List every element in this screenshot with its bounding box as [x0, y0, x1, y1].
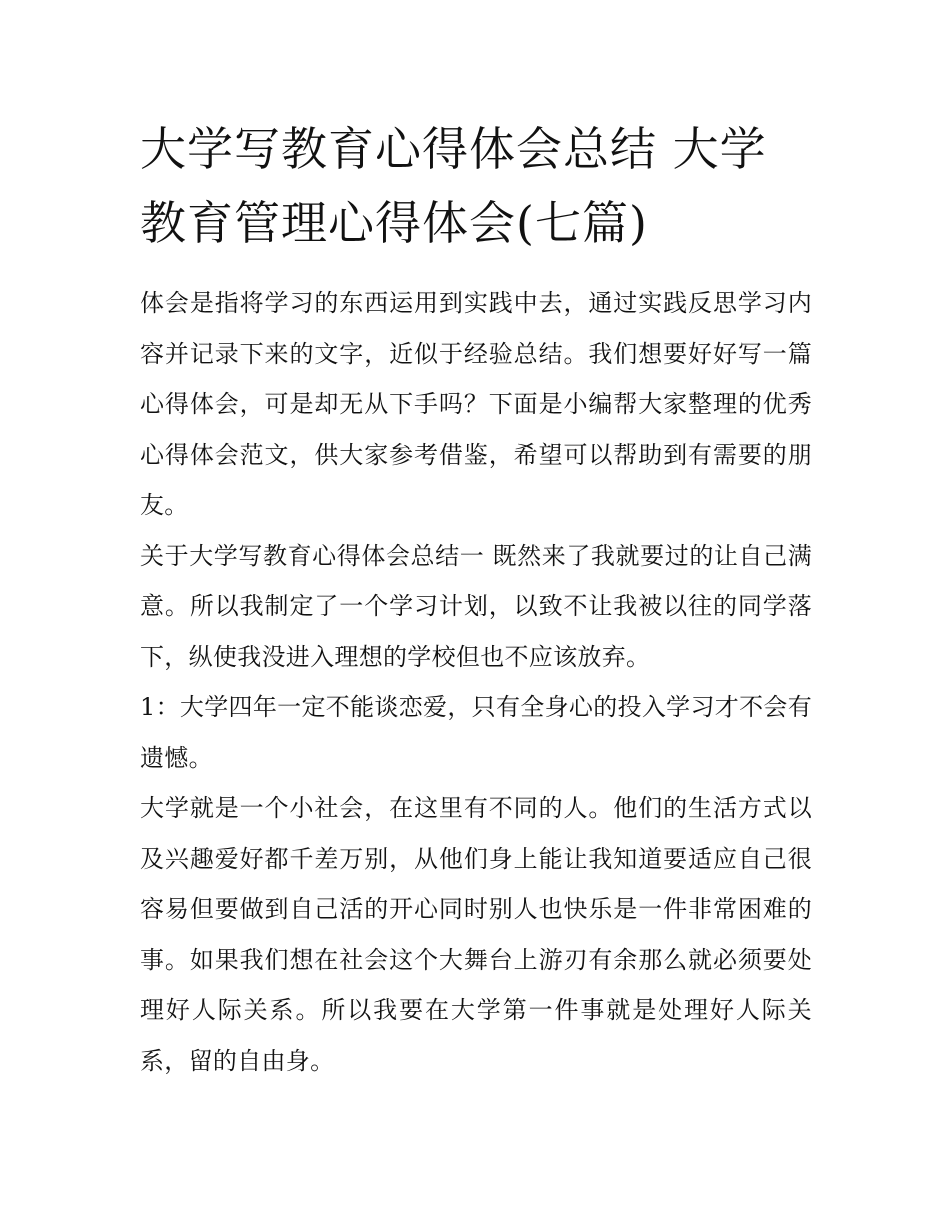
- paragraph-section-one: 关于大学写教育心得体会总结一 既然来了我就要过的让自己满意。所以我制定了一个学习计划，以致不让我被以往的同学落下，纵使我没进入理想的学校但也不应该放弃。: [140, 541, 812, 671]
- document-title: 大学写教育心得体会总结 大学教育管理心得体会(七篇): [140, 122, 767, 250]
- document-page: [140, 112, 812, 1086]
- paragraph-social: 大学就是一个小社会，在这里有不同的人。他们的生活方式以及兴趣爱好都千差万别，从他们身上能让我知道要适应自己很容易但要做到自己活的开心同时别人也快乐是一件非常困难的事。如果我们想在社会这个大舞台上游刃有余那么就必须要处理好人际关系。所以我要在大学第一件事就是处理好人际关系，留的自由身。: [140, 794, 812, 1075]
- paragraph-intro: 体会是指将学习的东西运用到实践中去，通过实践反思学习内容并记录下来的文字，近似于经验总结。我们想要好好写一篇心得体会，可是却无从下手吗？下面是小编帮大家整理的优秀心得体会范文，供大家参考借鉴，希望可以帮助到有需要的朋友。: [140, 289, 812, 519]
- paragraph-point-one: 1：大学四年一定不能谈恋爱，只有全身心的投入学习才不会有遗憾。: [140, 693, 812, 772]
